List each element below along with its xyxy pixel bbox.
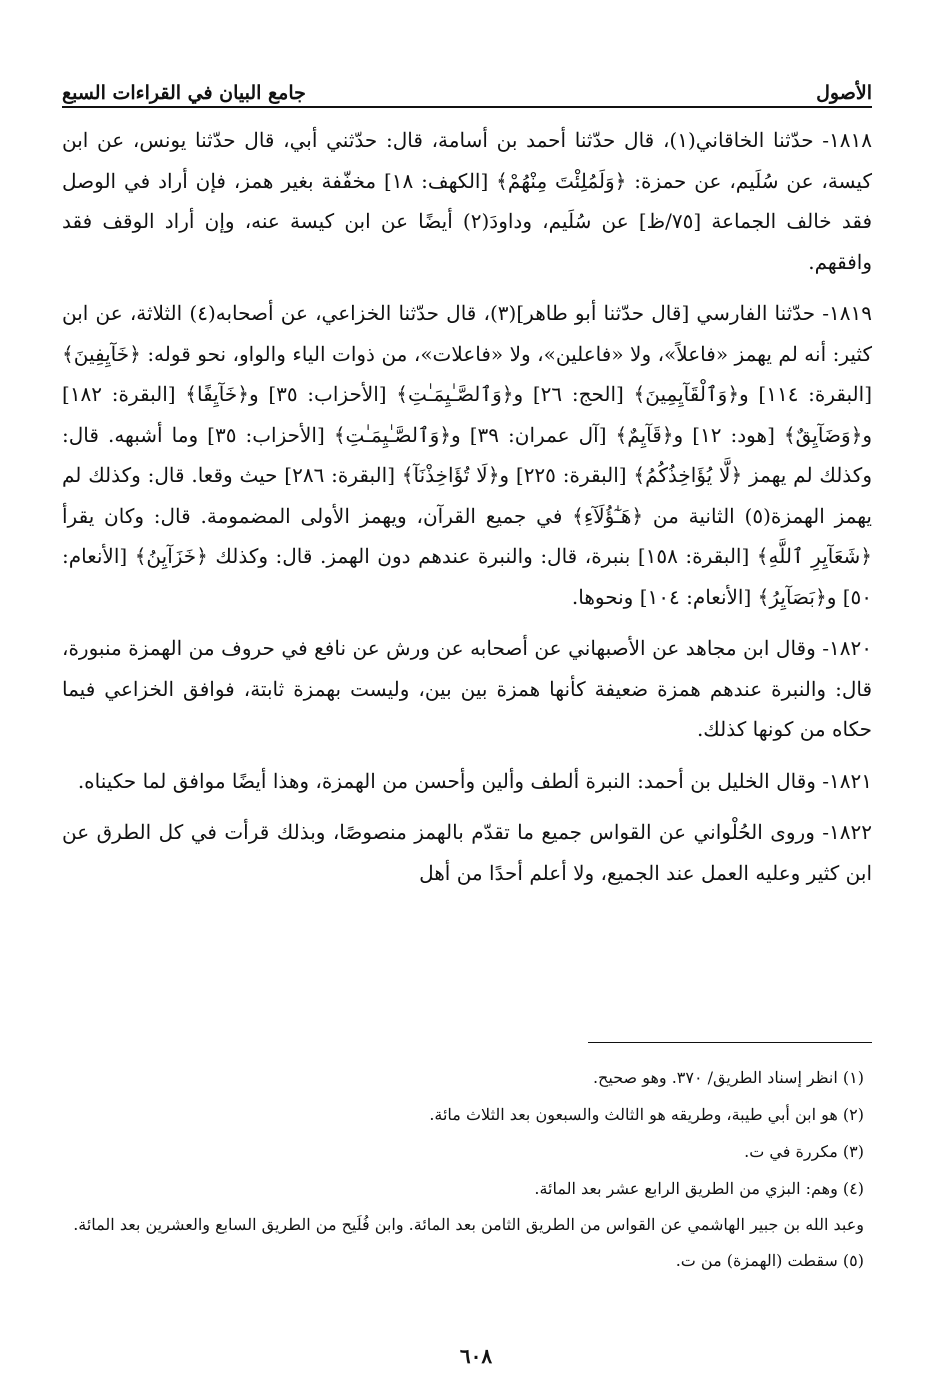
footnote-1: (١) انظر إسناد الطريق/ ٣٧٠. وهو صحيح.	[592, 1068, 864, 1087]
book-title: جامع البيان في القراءات السبع	[62, 82, 306, 104]
footnote-5: (٥) سقطت (الهمزة) من ت.	[675, 1251, 864, 1270]
page-number: ٦٠٨	[459, 1344, 493, 1368]
paragraph-1820: ١٨٢٠- وقال ابن مجاهد عن الأصبهاني عن أصحابه عن ورش عن نافع في حروف من الهمزة منبورة، قال: والنبرة عندهم همزة ضعيفة كأنها همزة بين بين، وليست بهمزة ثابتة، فوافق الخزاعي فيما حكاه من كونها كذلك.	[62, 636, 872, 741]
main-text	[62, 120, 872, 904]
paragraph-1821: ١٨٢١- وقال الخليل بن أحمد: النبرة ألطف وألين وأحسن من الهمزة، وهذا أيضًا موافق لما حكيناه.	[77, 768, 872, 793]
paragraph-1819: ١٨١٩- حدّثنا الفارسي [قال حدّثنا أبو طاهر](٣)، قال حدّثنا الخزاعي، عن أصحابه(٤) الثلاثة، عن ابن كثير: أنه لم يهمز «فاعلاً»، ولا «فاعلين»، ولا «فاعلات»، من ذوات الياء والواو، نحو قوله: ﴿خَآيِفِينَ﴾ [البقرة: ١١٤] و﴿وَٱلْقَآيِمِينَ﴾ [الحج: ٢٦] و﴿وَٱلصَّـٰيِمَـٰتِ﴾ [الأحزاب: ٣٥] و﴿خَآيِفًا﴾ [البقرة: ١٨٢] و﴿وَضَآيِقٌ﴾ [هود: ١٢] و﴿قَآيِمٌ﴾ [آل عمران: ٣٩] و﴿وَٱلصَّـٰيِمَـٰتِ﴾ [الأحزاب: ٣٥] وما أشبهه. قال: وكذلك لم يهمز ﴿لَّا يُؤَاخِذُكُمُ﴾ [البقرة: ٢٢٥] و﴿لَا تُؤَاخِذْنَآ﴾ [البقرة: ٢٨٦] حيث وقعا. قال: وكذلك لم يهمز الهمزة(٥) الثانية من ﴿هَـٰٓؤُلَآءِ﴾ في جميع القرآن، ويهمز الأولى المضمومة. قال: وكان يقرأ ﴿شَعَآيِرِ ٱللَّهِ﴾ [البقرة: ١٥٨] بنبرة، قال: والنبرة عندهم دون الهمز. قال: وكذلك ﴿خَزَآيِنُ﴾ [الأنعام: ٥٠] و﴿بَصَآيِرُ﴾ [الأنعام: ١٠٤] ونحوها.	[62, 301, 873, 609]
footnote-4-continued: وعبد الله بن جبير الهاشمي عن القواس من الطريق الثامن بعد المائة. وابن فُلَيح من الطريق السابع والعشرين بعد المائة.	[73, 1215, 864, 1234]
paragraph-1822: ١٨٢٢- وروى الحُلْواني عن القواس جميع ما تقدّم بالهمز منصوصًا، وبذلك قرأت في كل الطرق عن ابن كثير وعليه العمل عند الجميع، ولا أعلم أحدًا من أهل	[62, 820, 872, 885]
footnote-divider	[588, 1042, 872, 1043]
running-header	[62, 64, 872, 104]
footnote-4: (٤) وهم: البزي من الطريق الرابع عشر بعد المائة.	[534, 1179, 864, 1198]
paragraph-1818: ١٨١٨- حدّثنا الخاقاني(١)، قال حدّثنا أحمد بن أسامة، قال: حدّثني أبي، قال حدّثنا يونس، عن ابن كيسة، عن سُلَيم، عن حمزة: ﴿وَلَمُلِئْتَ مِنْهُمْ﴾ [الكهف: ١٨] مخفّفة بغير همز، فإن أراد في الوصل فقد خالف الجماعة [٧٥/ظ] عن سُلَيم، وداودَ(٢) أيضًا عن ابن كيسة عنه، وإن أراد الوقف فقد وافقهم.	[62, 128, 873, 274]
footnote-3: (٣) مكررة في ت.	[744, 1142, 864, 1161]
footnote-2: (٢) هو ابن أبي طيبة، وطريقه هو الثالث والسبعون بعد الثلاث مائة.	[429, 1105, 864, 1124]
chapter-title: الأصول	[816, 82, 872, 104]
header-divider	[62, 106, 872, 108]
footnotes	[62, 1062, 872, 1282]
